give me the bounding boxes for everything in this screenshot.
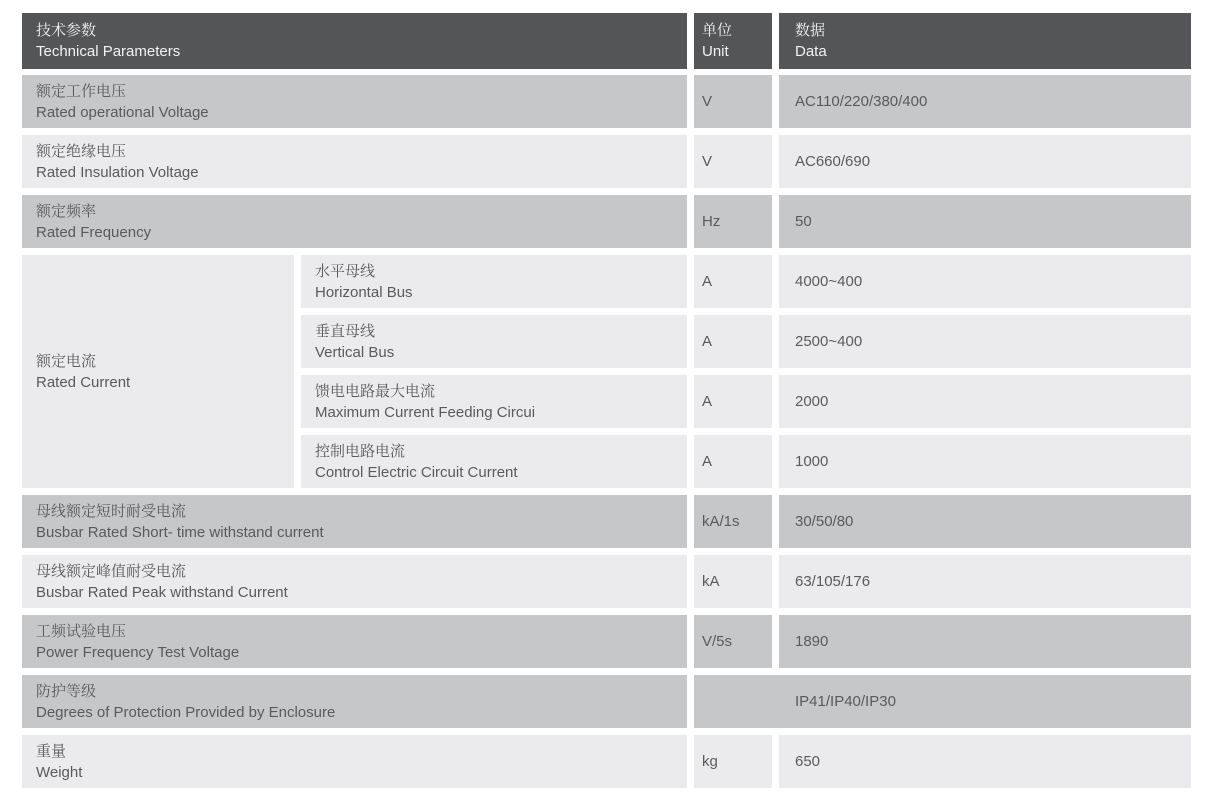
unit-value: kA/1s [702,513,740,530]
param-en: Degrees of Protection Provided by Enclosure [36,703,336,721]
data-value: 1000 [795,453,829,470]
param-en: Weight [36,763,83,781]
header-data-cell [779,13,1191,69]
param-cell [22,195,687,248]
data-cell [779,75,1191,128]
header-parameters-en: Technical Parameters [36,43,181,60]
data-cell [779,735,1191,788]
param-cell [22,735,687,788]
data-value: 30/50/80 [795,513,854,530]
table-row-weight [22,735,1191,788]
table-row-rated-operational-voltage [22,75,1191,128]
data-value: 2000 [795,393,829,410]
table-group-rated-current [22,255,1191,488]
unit-cell [694,495,772,548]
param-cell [301,255,687,308]
data-cell [779,195,1191,248]
data-value: 63/105/176 [795,573,871,590]
data-value: 4000~400 [795,273,863,290]
data-cell [779,255,1191,308]
param-cell [22,555,687,608]
param-zh: 额定电流 [36,352,97,370]
param-cell [301,315,687,368]
param-en: Vertical Bus [315,343,395,361]
unit-cell [694,435,772,488]
table-row-rated-frequency [22,195,1191,248]
param-en: Control Electric Circuit Current [315,463,518,481]
param-cell [22,495,687,548]
table-row-power-frequency-test-voltage [22,615,1191,668]
data-value: AC660/690 [795,153,871,170]
header-data-zh: 数据 [795,22,826,39]
unit-cell [694,735,772,788]
unit-value: Hz [702,213,721,230]
param-zh: 额定工作电压 [36,82,127,100]
data-cell [779,615,1191,668]
merged-unit-data-cell [694,675,1191,728]
header-parameters-zh: 技术参数 [36,22,97,39]
unit-cell [694,555,772,608]
unit-cell [694,195,772,248]
unit-cell [694,75,772,128]
param-en: Busbar Rated Peak withstand Current [36,583,288,601]
unit-cell [694,255,772,308]
data-value: 50 [795,213,812,230]
param-en: Horizontal Bus [315,283,413,301]
data-value: AC110/220/380/400 [795,93,928,110]
unit-cell [694,135,772,188]
header-unit-cell [694,13,772,69]
unit-value: A [702,453,713,470]
unit-value: kg [702,753,718,770]
param-zh: 额定绝缘电压 [36,142,127,160]
unit-cell [694,315,772,368]
param-en: Rated Frequency [36,223,152,241]
table-subrow-vertical-bus [301,315,1191,368]
unit-value: kA [702,573,720,590]
data-cell [779,315,1191,368]
param-zh: 重量 [36,742,67,760]
data-cell [779,375,1191,428]
param-en: Rated Current [36,373,131,391]
rated-current-subrows [301,255,1191,488]
param-cell [301,435,687,488]
unit-value: V/5s [702,633,733,650]
header-data-en: Data [795,43,827,60]
technical-parameters-table [22,13,1191,795]
param-en: Maximum Current Feeding Circui [315,403,536,421]
param-en: Rated Insulation Voltage [36,163,199,181]
param-zh: 母线额定短时耐受电流 [36,502,187,520]
param-zh: 额定频率 [36,202,97,220]
table-subrow-horizontal-bus [301,255,1191,308]
param-cell [22,75,687,128]
table-row-degrees-of-protection [22,675,1191,728]
param-cell [301,375,687,428]
param-en: Busbar Rated Short- time withstand current [36,523,324,541]
table-row-peak-withstand-current [22,555,1191,608]
unit-cell [694,615,772,668]
unit-cell [694,375,772,428]
table-row-short-time-withstand-current [22,495,1191,548]
data-value: 2500~400 [795,333,863,350]
data-value: 1890 [795,633,829,650]
table-row-rated-insulation-voltage [22,135,1191,188]
unit-value: A [702,333,713,350]
data-cell [779,495,1191,548]
param-en: Rated operational Voltage [36,103,209,121]
param-cell [22,675,687,728]
data-value: 650 [795,753,821,770]
rated-current-span-cell [22,255,294,488]
data-cell [779,135,1191,188]
param-zh: 工频试验电压 [36,622,127,640]
data-cell [779,555,1191,608]
table-subrow-control-circuit-current [301,435,1191,488]
param-zh: 控制电路电流 [315,442,406,460]
unit-value: A [702,273,713,290]
data-cell [779,435,1191,488]
param-zh: 馈电电路最大电流 [315,382,436,400]
unit-value: V [702,153,713,170]
param-cell [22,135,687,188]
header-unit-zh: 单位 [702,22,733,39]
table-header-row [22,13,1191,69]
param-en: Power Frequency Test Voltage [36,643,240,661]
header-parameters-cell [22,13,687,69]
param-zh: 水平母线 [315,262,376,280]
param-cell [22,615,687,668]
param-zh: 垂直母线 [315,322,376,340]
header-unit-en: Unit [702,43,729,60]
unit-value: A [702,393,713,410]
param-zh: 母线额定峰值耐受电流 [36,562,187,580]
table-subrow-max-feeding-current [301,375,1191,428]
param-zh: 防护等级 [36,682,97,700]
unit-value: V [702,93,713,110]
data-value: IP41/IP40/IP30 [795,693,896,710]
